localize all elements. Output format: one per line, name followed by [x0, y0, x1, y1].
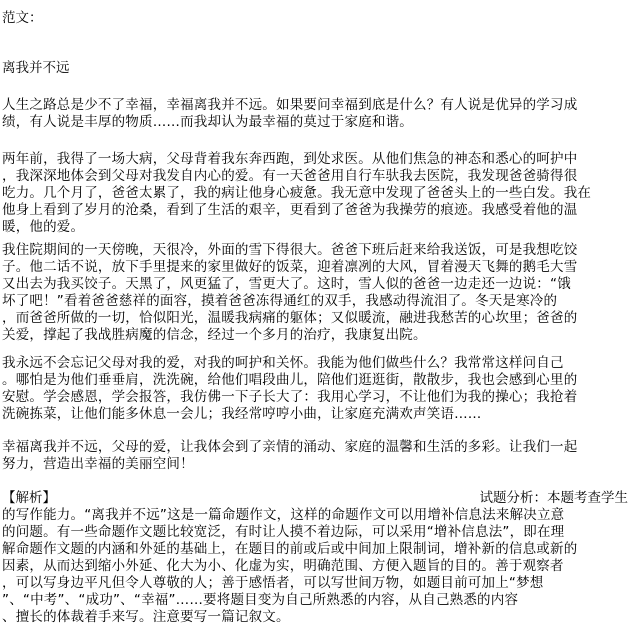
paragraph-4-line-3: 安慰。学会感恩，学会报答，我仿佛一下子长大了：我用心学习，不让他们为我的操心；我抢着: [2, 389, 578, 405]
paragraph-1-line-1: 人生之路总是少不了幸福，幸福离我并不远。如果要问幸福到底是什么？有人说是优异的学习成: [2, 97, 578, 113]
paragraph-2-line-3: 吃力。几个月了，爸爸太累了，我的病让他身心疲惫。我无意中发现了爸爸头上的一些白发。我在: [2, 185, 592, 201]
paragraph-2-line-4: 他身上看到了岁月的沧桑，看到了生活的艰辛，更看到了爸爸为我操劳的痕迹。我感受着他的温: [2, 202, 578, 218]
analysis-line-4: 因素，从而达到缩小外延、化大为小、化虚为实，明确范围、方便入题旨的目的。善于观察者: [2, 558, 564, 574]
paragraph-3-line-2: 子。他二话不说，放下手里提来的家里做好的饭菜，迎着凛冽的大风，冒着漫天飞舞的鹅毛大雪: [2, 259, 578, 275]
analysis-line-3: 解命题作文题的内涵和外延的基础上，在题目的前或后或中间加上限制词，增补新的信息或新的: [2, 541, 578, 557]
analysis-line-6: ”、“中考”、“成功”、“幸福”……要将题目变为自己所熟悉的内容，从自己熟悉的内容: [2, 592, 519, 608]
paragraph-4-line-4: 洗碗拣菜，让他们能多休息一会儿；我经常哼哼小曲，让家庭充满欢声笑语……: [2, 406, 482, 422]
paragraph-5-line-2: 努力，营造出幸福的美丽空间！: [2, 456, 194, 472]
paragraph-2-line-1: 两年前，我得了一场大病，父母背着我东奔西跑，到处求医。从他们焦急的神态和悉心的呵护中: [2, 151, 578, 167]
paragraph-1-line-2: 绩，有人说是丰厚的物质……而我却认为最幸福的莫过于家庭和谐。: [2, 114, 413, 130]
analysis-intro: 试题分析：本题考查学生: [479, 490, 628, 506]
paragraph-3-line-1: 我住院期间的一天傍晚，天很冷，外面的雪下得很大。爸爸下班后赶来给我送饭，可是我想吃饺: [2, 242, 578, 258]
analysis-heading: 【解析】: [2, 490, 56, 506]
paragraph-2-line-5: 暖，他的爱。: [2, 219, 85, 235]
essay-title: 离我并不远: [2, 60, 70, 76]
paragraph-4-line-2: 。哪怕是为他们垂垂肩，洗洗碗，给他们唱段曲儿，陪他们逛逛街，散散步，我也会感到心里的: [2, 372, 578, 388]
paragraph-5-line-1: 幸福离我并不远，父母的爱，让我体会到了亲情的涌动、家庭的温馨和生活的多彩。让我们一起: [2, 439, 578, 455]
analysis-line-2: 的问题。有一些命题作文题比较宽泛，有时让人摸不着边际，可以采用“增补信息法”，即在理: [2, 524, 565, 540]
paragraph-3-line-5: ，而爸爸所做的一切，恰似阳光，温暖我病痛的躯体；又似暖流，融进我愁苦的心坎里；爸爸的: [2, 310, 578, 326]
paragraph-2-line-2: ，我深深地体会到父母对我发自内心的爱。有一天爸爸用自行车驮我去医院，我发现爸爸骑得很: [2, 168, 578, 184]
paragraph-3-line-4: 坏了吧！”看着爸爸慈祥的面容，摸着爸爸冻得通红的双手，我感动得流泪了。冬天是寒冷的: [2, 293, 558, 309]
analysis-line-5: ，可以写身边平凡但令人尊敬的人；善于感悟者，可以写世间万物，如题目前可加上“梦想: [2, 575, 544, 591]
analysis-line-7: 、擅长的体裁着手来写。注意要写一篇记叙文。: [2, 609, 290, 625]
paragraph-4-line-1: 我永远不会忘记父母对我的爱，对我的呵护和关怀。我能为他们做些什么？我常常这样问自己: [2, 355, 564, 371]
sample-label: 范文：: [2, 10, 43, 26]
paragraph-3-line-3: 又出去为我买饺子。天黑了，风更猛了，雪更大了。这时，雪人似的爸爸一边走还一边说：“饿: [2, 276, 571, 292]
analysis-line-1: 的写作能力。“离我并不远”这是一篇命题作文，这样的命题作文可以用增补信息法来解决立意: [2, 507, 565, 523]
paragraph-3-line-6: 关爱，撑起了我战胜病魔的信念，经过一个多月的治疗，我康复出院。: [2, 327, 427, 343]
